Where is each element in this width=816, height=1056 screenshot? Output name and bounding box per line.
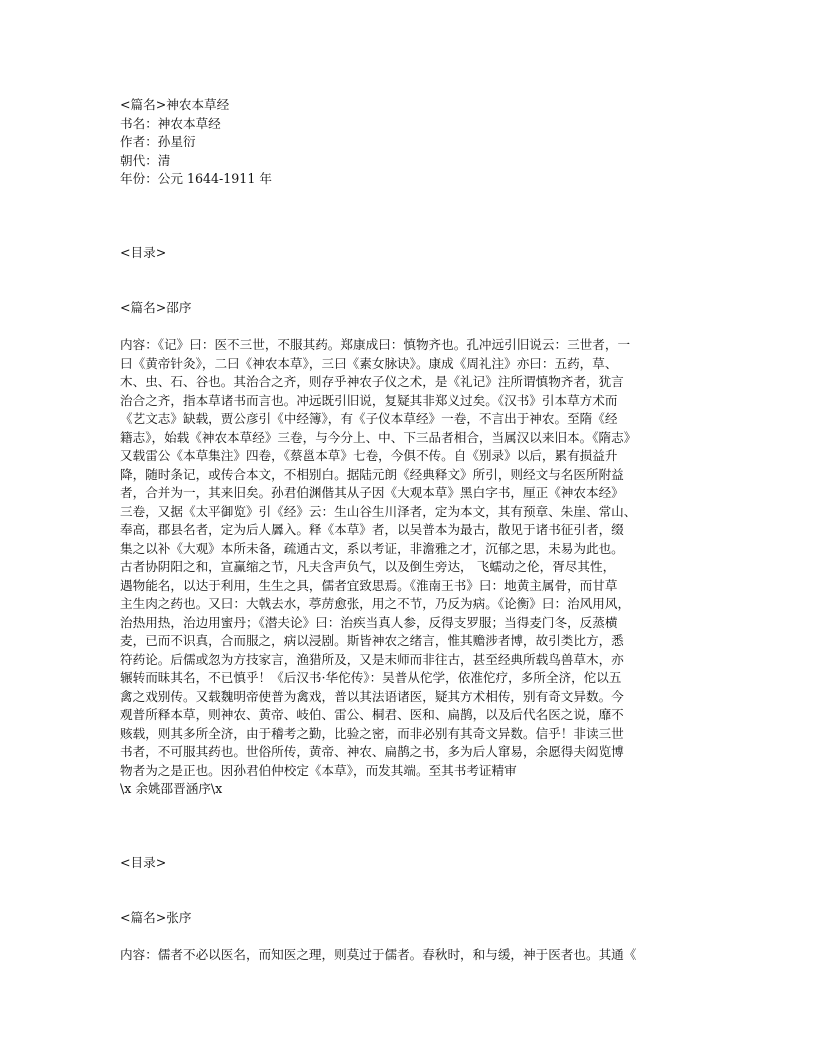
content-line: 籍志》，始载《神农本草经》三卷，与今分上、中、下三品者相合，当属汉以来旧本。《隋志》: [120, 429, 637, 445]
content-line: 内容：《记》曰：医不三世，不服其药。郑康成曰：慎物齐也。孔冲远引旧说云：三世者，一: [120, 337, 631, 352]
content-line: 书者，不可服其药也。世俗所传，黄帝、神农、扁鹊之书，多为后人窜易，余愿得夫闳览博: [120, 744, 624, 759]
content-line: 木、虫、石、谷也。其治合之齐，则存乎神农子仪之术，是《礼记》注所谓慎物齐者，犹言: [120, 374, 624, 389]
content-line: 奉高，郡县名者，定为后人羼入。释《本草》者，以吴普本为最古，散见于诸书征引者，缀: [120, 522, 624, 537]
toc-marker: <目录>: [120, 854, 167, 870]
content-line: 降，随时条记，或传合本文，不相别白。据陆元朗《经典释文》所引，则经文与名医所附益: [120, 466, 624, 482]
header-line-author: 作者：孙星衍: [120, 134, 196, 149]
content-line: \x 余姚邵晋涵序\x: [120, 781, 223, 796]
content-line: 者，合并为一，其来旧矣。孙君伯渊偕其从子因《大观本草》黑白字书，厘正《神农本经》: [120, 485, 624, 500]
document-page: [120, 96, 710, 965]
header-block: [120, 96, 710, 189]
header-line-dynasty: 朝代：清: [120, 152, 171, 168]
content-line: 《艺文志》缺载，贾公彦引《中经簿》，有《子仪本草经》一卷，不言出于神农。至隋《经: [120, 411, 618, 426]
content-line: 集之以补《大观》本所未备，疏通古文，系以考证，非澹雅之才，沉郁之思，未易为此也。: [120, 540, 624, 556]
content-line: 禽之戏别传。又载魏明帝使普为禽戏，普以其法语诸医，疑其方术相传，别有奇文异数。今: [120, 688, 624, 704]
content-line: 辗转而昧其名，不已慎乎！《后汉书·华佗传》：吴普从佗学，依准佗疗，多所全济，佗以五: [120, 670, 622, 685]
content-line: 赅载，则其多所全济，由于稽考之勤，比验之密，而非必别有其奇文异数。信乎！非读三世: [120, 725, 624, 741]
header-line-book: 书名：神农本草经: [120, 115, 221, 131]
content-line: 遇物能名，以达于利用，生生之具，儒者宜致思焉。《淮南王书》曰：地黄主属骨，而甘草: [120, 577, 618, 593]
section-title: <篇名>邵序: [120, 300, 192, 315]
content-line: 物者为之是正也。因孙君伯仲校定《本草》，而发其端。至其书考证精审: [120, 762, 517, 778]
content-line: 麦，已而不识真，合而服之，病以浸剧。斯皆神农之绪言，惟其赡涉者博，故引类比方，悉: [120, 633, 624, 648]
content-line: 治热用热，治边用蜜丹；《潜夫论》曰：治疾当真人参，反得支罗服；当得麦门冬，反蒸横: [120, 614, 618, 630]
section-title: <篇名>张序: [120, 910, 192, 925]
content-line: 三卷，又据《太平御览》引《经》云：生山谷生川泽者，定为本文，其有预章、朱崖、常山、: [120, 503, 637, 519]
header-line-year: 年份：公元 1644-1911 年: [120, 171, 272, 186]
content-line: 主生肉之药也。又曰：大戟去水，葶苈愈张，用之不节，乃反为病。《论衡》曰：治风用风，: [120, 596, 631, 611]
content-line: 符药论。后儒或忽为方技家言，渔猎所及，又是末师而非往古，甚至经典所载鸟兽草木，亦: [120, 651, 624, 667]
content-line: 内容：儒者不必以医名，而知医之理，则莫过于儒者。春秋时，和与缓，神于医者也。其通《: [120, 947, 637, 962]
content-line: 曰《黄帝针灸》，二曰《神农本草》，三曰《素女脉诀》。康成《周礼注》亦曰：五药，草、: [120, 355, 618, 371]
content-line: 又载雷公《本草集注》四卷，《蔡邕本草》七卷，今俱不传。自《别录》以后，累有损益升: [120, 448, 618, 463]
header-line-title: <篇名>神农本草经: [120, 97, 230, 112]
toc-marker: <目录>: [120, 244, 167, 260]
content-line: 观普所释本草，则神农、黄帝、岐伯、雷公、桐君、医和、扁鹊，以及后代名医之说，靡不: [120, 707, 624, 722]
section-content: [120, 336, 710, 799]
content-line: 古者协阴阳之和，宣赢缩之节，凡夫含声负气，以及倒生旁达， 飞蠕动之伦，胥尽其性，: [120, 559, 616, 574]
section-content: [120, 946, 710, 965]
content-line: 治合之齐，指本草诸书而言也。冲远既引旧说，复疑其非郑义过矣。《汉书》引本草方术而: [120, 392, 618, 408]
